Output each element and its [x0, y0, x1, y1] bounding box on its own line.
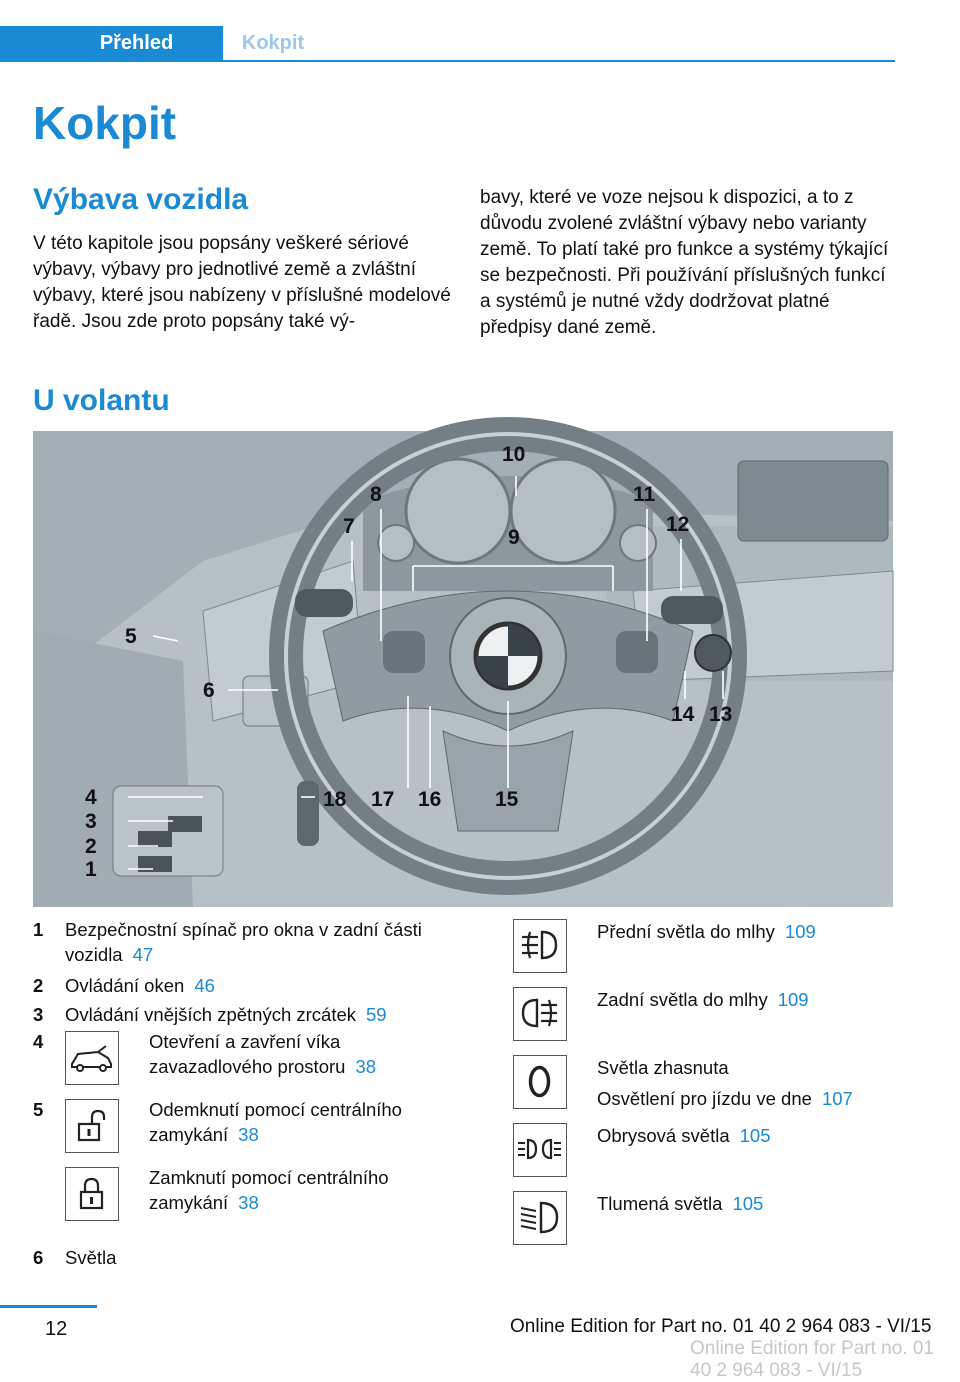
page-ref-link[interactable]: 38	[238, 1124, 259, 1145]
lights-off-icon	[513, 1055, 567, 1109]
list-item: Tlumená světla 105	[513, 1189, 893, 1257]
svg-text:3: 3	[85, 810, 97, 833]
steering-wheel-drawing	[33, 431, 893, 907]
lock-icon	[65, 1167, 119, 1221]
svg-text:6: 6	[203, 679, 215, 702]
page-ref-link[interactable]: 47	[132, 944, 154, 965]
svg-text:18: 18	[323, 788, 347, 811]
list-item: 4 Otevření a zavření víka zavazadlového prostoru 38	[33, 1029, 453, 1097]
svg-text:11: 11	[633, 483, 656, 506]
low-beam-icon	[513, 1191, 567, 1245]
list-item: 3 Ovládání vnějších zpětných zrcátek 59	[33, 1004, 387, 1025]
car-tailgate-icon	[65, 1031, 119, 1085]
tab-underline	[0, 60, 895, 62]
rear-fog-light-icon	[513, 987, 567, 1041]
legend-right-column	[513, 917, 893, 1257]
section-heading-u-volantu: U volantu	[33, 384, 170, 417]
watermark: Online Edition for Part no. 01 40 2 964 083 - VI/15	[690, 1338, 934, 1381]
list-item: Světla zhasnuta Osvětlení pro jízdu ve dne 107	[513, 1053, 893, 1121]
footer-rule	[0, 1305, 97, 1308]
cockpit-illustration	[33, 431, 893, 907]
svg-text:7: 7	[343, 515, 355, 538]
svg-text:1: 1	[85, 858, 97, 881]
section-heading-vybava: Výbava vozidla	[33, 183, 249, 216]
svg-text:9: 9	[508, 526, 520, 549]
list-item: 6 Světla	[33, 1247, 117, 1268]
page-ref-link[interactable]: 46	[194, 975, 215, 996]
svg-text:8: 8	[370, 483, 382, 506]
svg-text:5: 5	[125, 625, 137, 648]
list-item: Zadní světla do mlhy 109	[513, 985, 893, 1053]
svg-text:2: 2	[85, 835, 97, 858]
svg-text:14: 14	[671, 703, 695, 726]
svg-text:10: 10	[502, 443, 526, 466]
svg-text:4: 4	[85, 786, 97, 809]
intro-text-right: bavy, které ve voze nejsou k dispozici, a to z důvodu zvolené zvláštní výbavy nebo varianty země. To platí také pro funkce a systémy týkající se bezpečnosti. Při používání příslušných funkcí a systémů je nutné vždy dodržovat platné předpisy dané země.	[480, 187, 889, 338]
svg-text:12: 12	[666, 513, 690, 536]
page-number: 12	[45, 1318, 68, 1340]
legend-left-column	[33, 917, 453, 1270]
page-title: Kokpit	[33, 97, 177, 149]
svg-text:16: 16	[418, 788, 442, 811]
list-item: Obrysová světla 105	[513, 1121, 893, 1189]
page-ref-link[interactable]: 109	[777, 989, 809, 1010]
list-item: 1 Bezpečnostní spínač pro okna v zadní části vozidla 47	[33, 919, 422, 965]
list-item: 2 Ovládání oken 46	[33, 975, 215, 996]
tab-kokpit[interactable]: Kokpit	[241, 32, 305, 54]
unlock-icon	[65, 1099, 119, 1153]
tab-bar	[0, 26, 895, 62]
svg-text:17: 17	[371, 788, 395, 811]
page-ref-link[interactable]: 38	[355, 1056, 377, 1077]
svg-text:13: 13	[709, 703, 733, 726]
list-item: Zamknutí pomocí centrálního zamykání 38	[33, 1165, 453, 1245]
edition-note: Online Edition for Part no. 01 40 2 964 083 - VI/15	[510, 1316, 932, 1337]
front-fog-light-icon	[513, 919, 567, 973]
list-item: Přední světla do mlhy 109	[513, 917, 893, 985]
page-ref-link[interactable]: 59	[366, 1004, 387, 1025]
page-ref-link[interactable]: 107	[821, 1088, 853, 1109]
intro-text-left: V této kapitole jsou popsány veškeré sériové výbavy, výbavy pro jednotlivé země a zvláštní výbavy, které jsou nabízeny v příslušné modelové řadě. Jsou zde proto popsány také vý-	[33, 233, 451, 332]
tab-prehled[interactable]: Přehled	[0, 26, 223, 60]
page-ref-link[interactable]: 109	[784, 921, 816, 942]
page-ref-link[interactable]: 105	[732, 1193, 764, 1214]
parking-lights-icon	[513, 1123, 567, 1177]
page-ref-link[interactable]: 105	[739, 1125, 771, 1146]
list-item: 5 Odemknutí pomocí centrálního zamykání 38	[33, 1097, 453, 1165]
page-ref-link[interactable]: 38	[238, 1192, 259, 1213]
svg-text:15: 15	[495, 788, 519, 811]
